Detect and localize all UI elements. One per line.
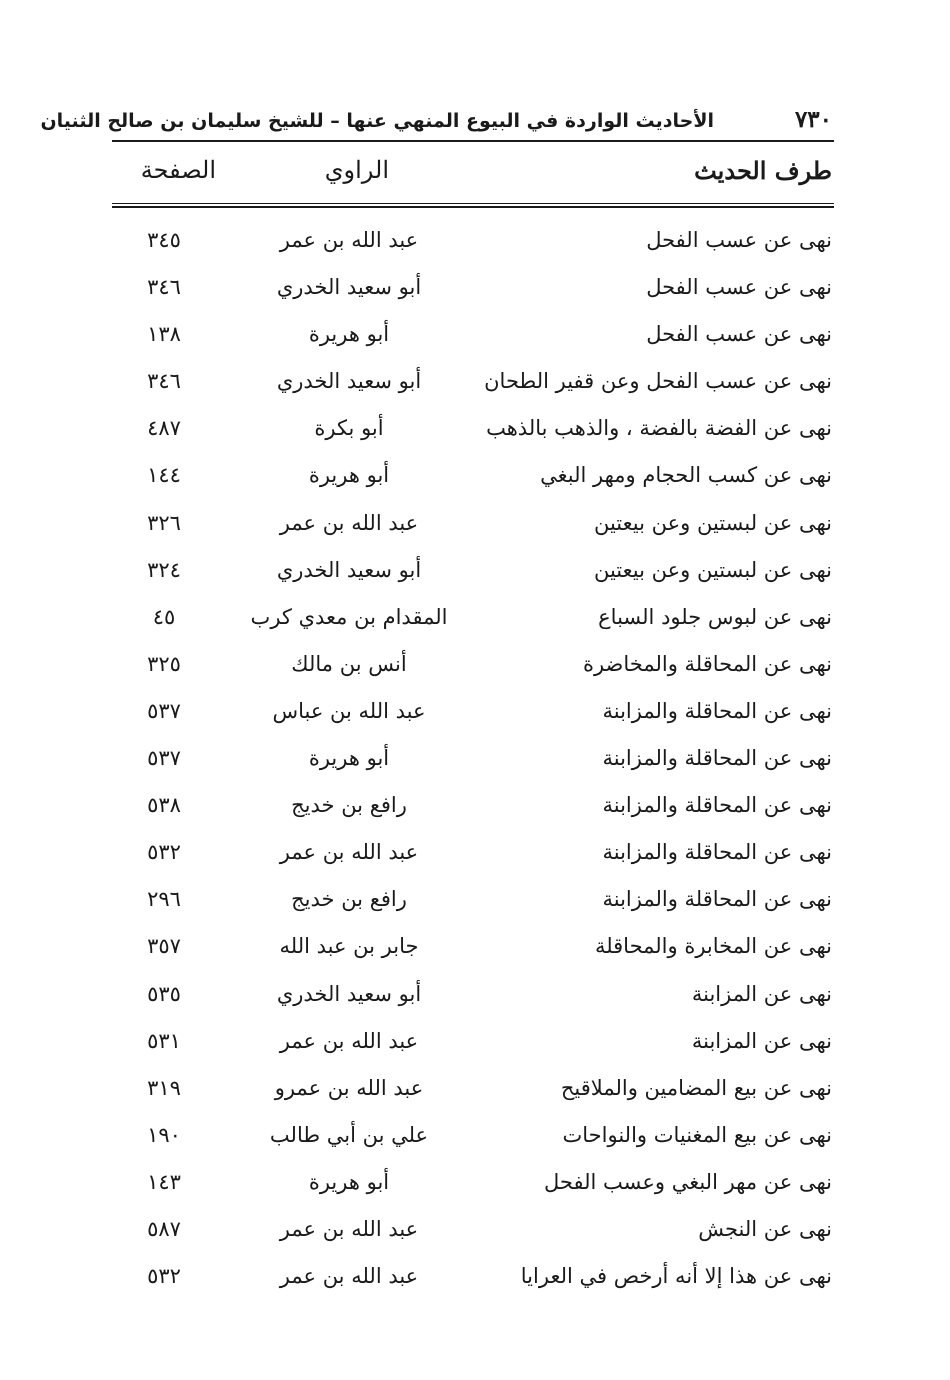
hadith-text: نهى عن المزابنة — [691, 1028, 832, 1053]
narrator-name: أبو سعيد الخدري — [276, 369, 422, 394]
narrator-name: أبو هريرة — [308, 463, 390, 488]
table-row — [112, 879, 834, 926]
page-reference: ٥٣٢ — [147, 840, 181, 865]
hadith-text: نهى عن عسب الفحل — [646, 322, 832, 347]
page-reference: ١٤٤ — [147, 463, 181, 488]
narrator-name: عبد الله بن عمرو — [274, 1075, 424, 1100]
page-reference: ٣٢٦ — [147, 510, 181, 535]
narrator-name: رافع بن خديج — [291, 793, 407, 818]
hadith-text: نهى عن هذا إلا أنه أرخص في العرايا — [520, 1264, 832, 1289]
narrator-name: عبد الله بن عباس — [272, 698, 426, 723]
narrator-name: أبو سعيد الخدري — [276, 981, 422, 1006]
table-row — [112, 220, 834, 267]
table-row — [112, 926, 834, 973]
page-reference: ٣٤٦ — [147, 275, 181, 300]
table-row — [112, 738, 834, 785]
table-header-rule-top — [112, 203, 834, 204]
narrator-name: أبو سعيد الخدري — [276, 275, 422, 300]
page-reference: ٣١٩ — [147, 1075, 181, 1100]
hadith-text: نهى عن المزابنة — [691, 981, 832, 1006]
page-reference: ٥٣١ — [147, 1028, 181, 1053]
hadith-text: نهى عن عسب الفحل — [646, 275, 832, 300]
table-row — [112, 408, 834, 455]
hadith-text: نهى عن لبستين وعن بيعتين — [593, 557, 832, 582]
page-reference: ٣٥٧ — [147, 934, 181, 959]
page-reference: ١٣٨ — [147, 322, 181, 347]
table-row — [112, 314, 834, 361]
narrator-name: أبو سعيد الخدري — [276, 557, 422, 582]
hadith-text: نهى عن لبوس جلود السباع — [598, 604, 832, 629]
column-headers — [112, 142, 834, 202]
table-row — [112, 1068, 834, 1115]
narrator-name: أبو بكرة — [314, 416, 384, 441]
table-row — [112, 597, 834, 644]
page-reference: ٥٣٧ — [147, 698, 181, 723]
table-row — [112, 1209, 834, 1256]
table-row — [112, 832, 834, 879]
page-reference: ١٤٣ — [147, 1169, 181, 1194]
hadith-text: نهى عن المحاقلة والمزابنة — [602, 698, 832, 723]
column-header-narrator: الراوي — [324, 156, 389, 184]
page-reference: ٤٨٧ — [147, 416, 181, 441]
hadith-text: نهى عن المخابرة والمحاقلة — [594, 934, 832, 959]
hadith-text: نهى عن عسب الفحل وعن قفير الطحان — [484, 369, 832, 394]
page-reference: ٥٣٥ — [147, 981, 181, 1006]
table-row — [112, 691, 834, 738]
page-number: ٧٣٠ — [794, 106, 832, 133]
page-reference: ١٩٠ — [147, 1122, 181, 1147]
narrator-name: المقدام بن معدي كرب — [250, 604, 448, 629]
page-reference: ٤٥ — [152, 604, 176, 629]
table-row — [112, 361, 834, 408]
page-reference: ٢٩٦ — [147, 887, 181, 912]
hadith-text: نهى عن مهر البغي وعسب الفحل — [544, 1169, 832, 1194]
hadith-text: نهى عن بيع المضامين والملاقيح — [560, 1075, 832, 1100]
table-row — [112, 455, 834, 502]
page-reference: ٣٢٤ — [147, 557, 181, 582]
hadith-text: نهى عن المحاقلة والمزابنة — [602, 887, 832, 912]
document-page — [40, 98, 834, 1303]
page-reference: ٥٣٧ — [147, 746, 181, 771]
hadith-text: نهى عن كسب الحجام ومهر البغي — [540, 463, 832, 488]
page-reference: ٥٨٧ — [147, 1216, 181, 1241]
hadith-text: نهى عن المحاقلة والمزابنة — [602, 746, 832, 771]
narrator-name: عبد الله بن عمر — [279, 1028, 419, 1053]
table-row — [112, 1115, 834, 1162]
table-row — [112, 1162, 834, 1209]
table-header-rule-bottom — [112, 206, 834, 208]
column-header-page: الصفحة — [140, 156, 216, 184]
hadith-text: نهى عن لبستين وعن بيعتين — [593, 510, 832, 535]
index-table — [112, 220, 834, 1303]
hadith-text: نهى عن المحاقلة والمزابنة — [602, 840, 832, 865]
page-reference: ٥٣٨ — [147, 793, 181, 818]
narrator-name: عبد الله بن عمر — [279, 1264, 419, 1289]
narrator-name: أبو هريرة — [308, 1169, 390, 1194]
table-row — [112, 550, 834, 597]
page-reference: ٣٤٦ — [147, 369, 181, 394]
hadith-text: نهى عن المحاقلة والمزابنة — [602, 793, 832, 818]
page-reference: ٥٣٢ — [147, 1264, 181, 1289]
table-row — [112, 1256, 834, 1303]
hadith-text: نهى عن الفضة بالفضة ، والذهب بالذهب — [486, 416, 832, 441]
narrator-name: عبد الله بن عمر — [279, 228, 419, 252]
narrator-name: عبد الله بن عمر — [279, 1216, 419, 1241]
table-row — [112, 974, 834, 1021]
narrator-name: جابر بن عبد الله — [279, 934, 419, 959]
hadith-text: نهى عن المحاقلة والمخاضرة — [582, 651, 832, 676]
narrator-name: أنس بن مالك — [291, 651, 407, 676]
narrator-name: رافع بن خديج — [291, 887, 407, 912]
table-row — [112, 267, 834, 314]
page-reference: ٣٢٥ — [147, 651, 181, 676]
page-reference: ٣٤٥ — [147, 228, 181, 252]
narrator-name: علي بن أبي طالب — [269, 1122, 429, 1147]
book-title: الأحاديث الواردة في البيوع المنهي عنها – للشيخ سليمان بن صالح الثنيان — [40, 110, 714, 132]
narrator-name: عبد الله بن عمر — [279, 840, 419, 865]
column-header-hadith: طرف الحديث — [694, 156, 832, 185]
running-header — [40, 98, 834, 140]
table-row — [112, 1021, 834, 1068]
hadith-text: نهى عن بيع المغنيات والنواحات — [562, 1122, 832, 1147]
table-row — [112, 503, 834, 550]
narrator-name: عبد الله بن عمر — [279, 510, 419, 535]
narrator-name: أبو هريرة — [308, 746, 390, 771]
narrator-name: أبو هريرة — [308, 322, 390, 347]
hadith-text: نهى عن النجش — [698, 1216, 832, 1241]
table-row — [112, 644, 834, 691]
table-row — [112, 785, 834, 832]
hadith-text: نهى عن عسب الفحل — [646, 228, 832, 252]
